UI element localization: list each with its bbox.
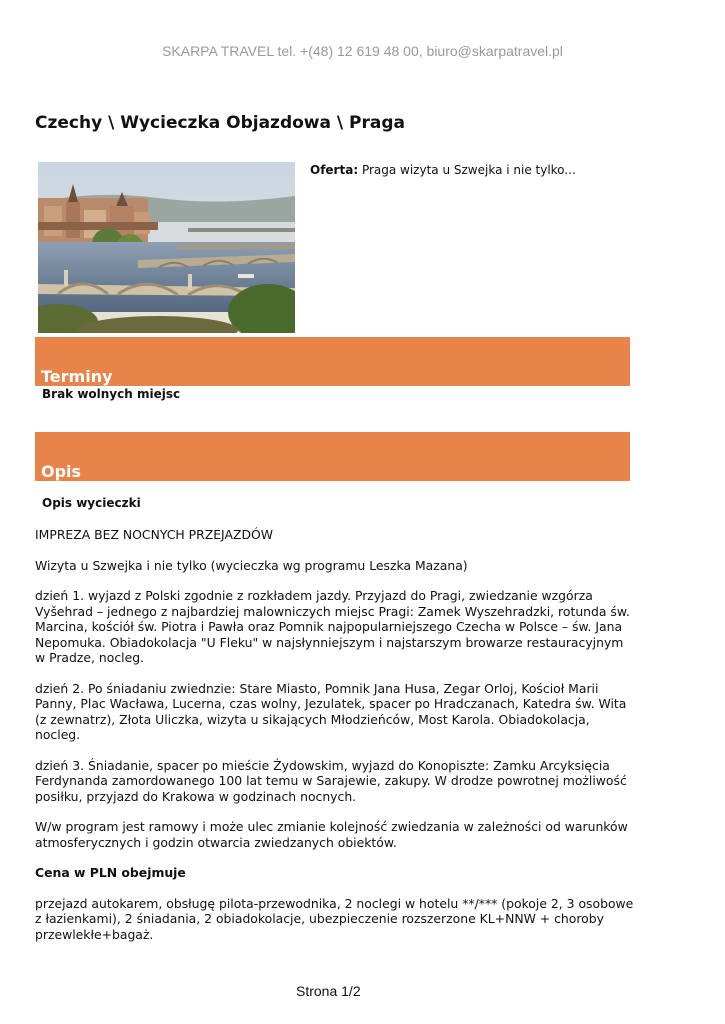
- paragraph-day-1: dzień 1. wyjazd z Polski zgodnie z rozkładem jazdy. Przyjazd do Pragi, zwiedzanie wzgórza Vyšehrad – jednego z najbardziej malowniczych miejsc Pragi: Zamek Wyszehradzki, rotunda św. Marcina, kościół św. Piotra i Pawła oraz Pomnik najpopularniejszego Czecha w Polsce – św. Jana Nepomuka. Obiadokolacja "U Fleku" w najsłynniejszym i najstarszym browarze restauracyjnym w Pradze, nocleg.: [35, 588, 630, 665]
- paragraph-intro: Wizyta u Szwejka i nie tylko (wycieczka wg programu Leszka Mazana): [35, 557, 468, 573]
- paragraph-day-2: dzień 2. Po śniadaniu zwiednzie: Stare Miasto, Pomnik Jana Husa, Zegar Orloj, Kościoł Marii Panny, Plac Wacława, Lucerna, czas wolny, Jezulatek, spacer po Hradczanach, Katedra św. Wita (z zewnatrz), Złota Uliczka, wizyta u sikających Młodzieńców, Most Karola. Obiadokolacja, nocleg.: [35, 680, 627, 742]
- paragraph-no-night-travel: IMPREZA BEZ NOCNYCH PRZEJAZDÓW: [35, 527, 273, 542]
- prague-bridges-image: [38, 162, 295, 333]
- description-content: [35, 527, 635, 957]
- paragraph-day-3: dzień 3. Śniadanie, spacer po mieście Żydowskim, wyjazd do Konopiszte: Zamku Arcyksięcia Ferdynanda zamordowanego 100 lat temu w Sarajewie, zakupy. W drodze powrotnej możliwość posiłku, przyjazd do Krakowa w godzinach nocnych.: [35, 757, 627, 804]
- opis-subheading: Opis wycieczki: [42, 496, 141, 510]
- offer-line: [310, 163, 576, 177]
- terminy-status: Brak wolnych miejsc: [42, 387, 181, 401]
- section-band-opis: [35, 432, 630, 481]
- page-header-contact: SKARPA TRAVEL tel. +(48) 12 619 48 00, biuro@skarpatravel.pl: [162, 43, 563, 59]
- section-band-terminy: [35, 337, 630, 386]
- paragraph-program-note: W/w program jest ramowy i może ulec zmianie kolejność zwiedzania w zależności od warunków atmosferycznych i godzin otwarcia zwiedzanych obiektów.: [35, 819, 628, 850]
- offer-text: Praga wizyta u Szwejka i nie tylko...: [358, 163, 576, 177]
- page-title: Czechy \ Wycieczka Objazdowa \ Praga: [35, 113, 405, 133]
- price-includes-heading: Cena w PLN obejmuje: [35, 865, 186, 880]
- section-heading-opis: Opis: [41, 462, 82, 481]
- paragraph-price-includes: przejazd autokarem, obsługę pilota-przewodnika, 2 noclegi w hotelu **/*** (pokoje 2, 3 osobowe z łazienkami), 2 śniadania, 2 obiadokolacje, ubezpieczenie rozszerzone KL+NNW + choroby przewlekłe+bagaż.: [35, 895, 634, 942]
- offer-label: Oferta:: [310, 163, 359, 177]
- section-heading-terminy: Terminy: [41, 367, 113, 386]
- page-number: Strona 1/2: [296, 983, 361, 999]
- prague-photo: [38, 162, 295, 333]
